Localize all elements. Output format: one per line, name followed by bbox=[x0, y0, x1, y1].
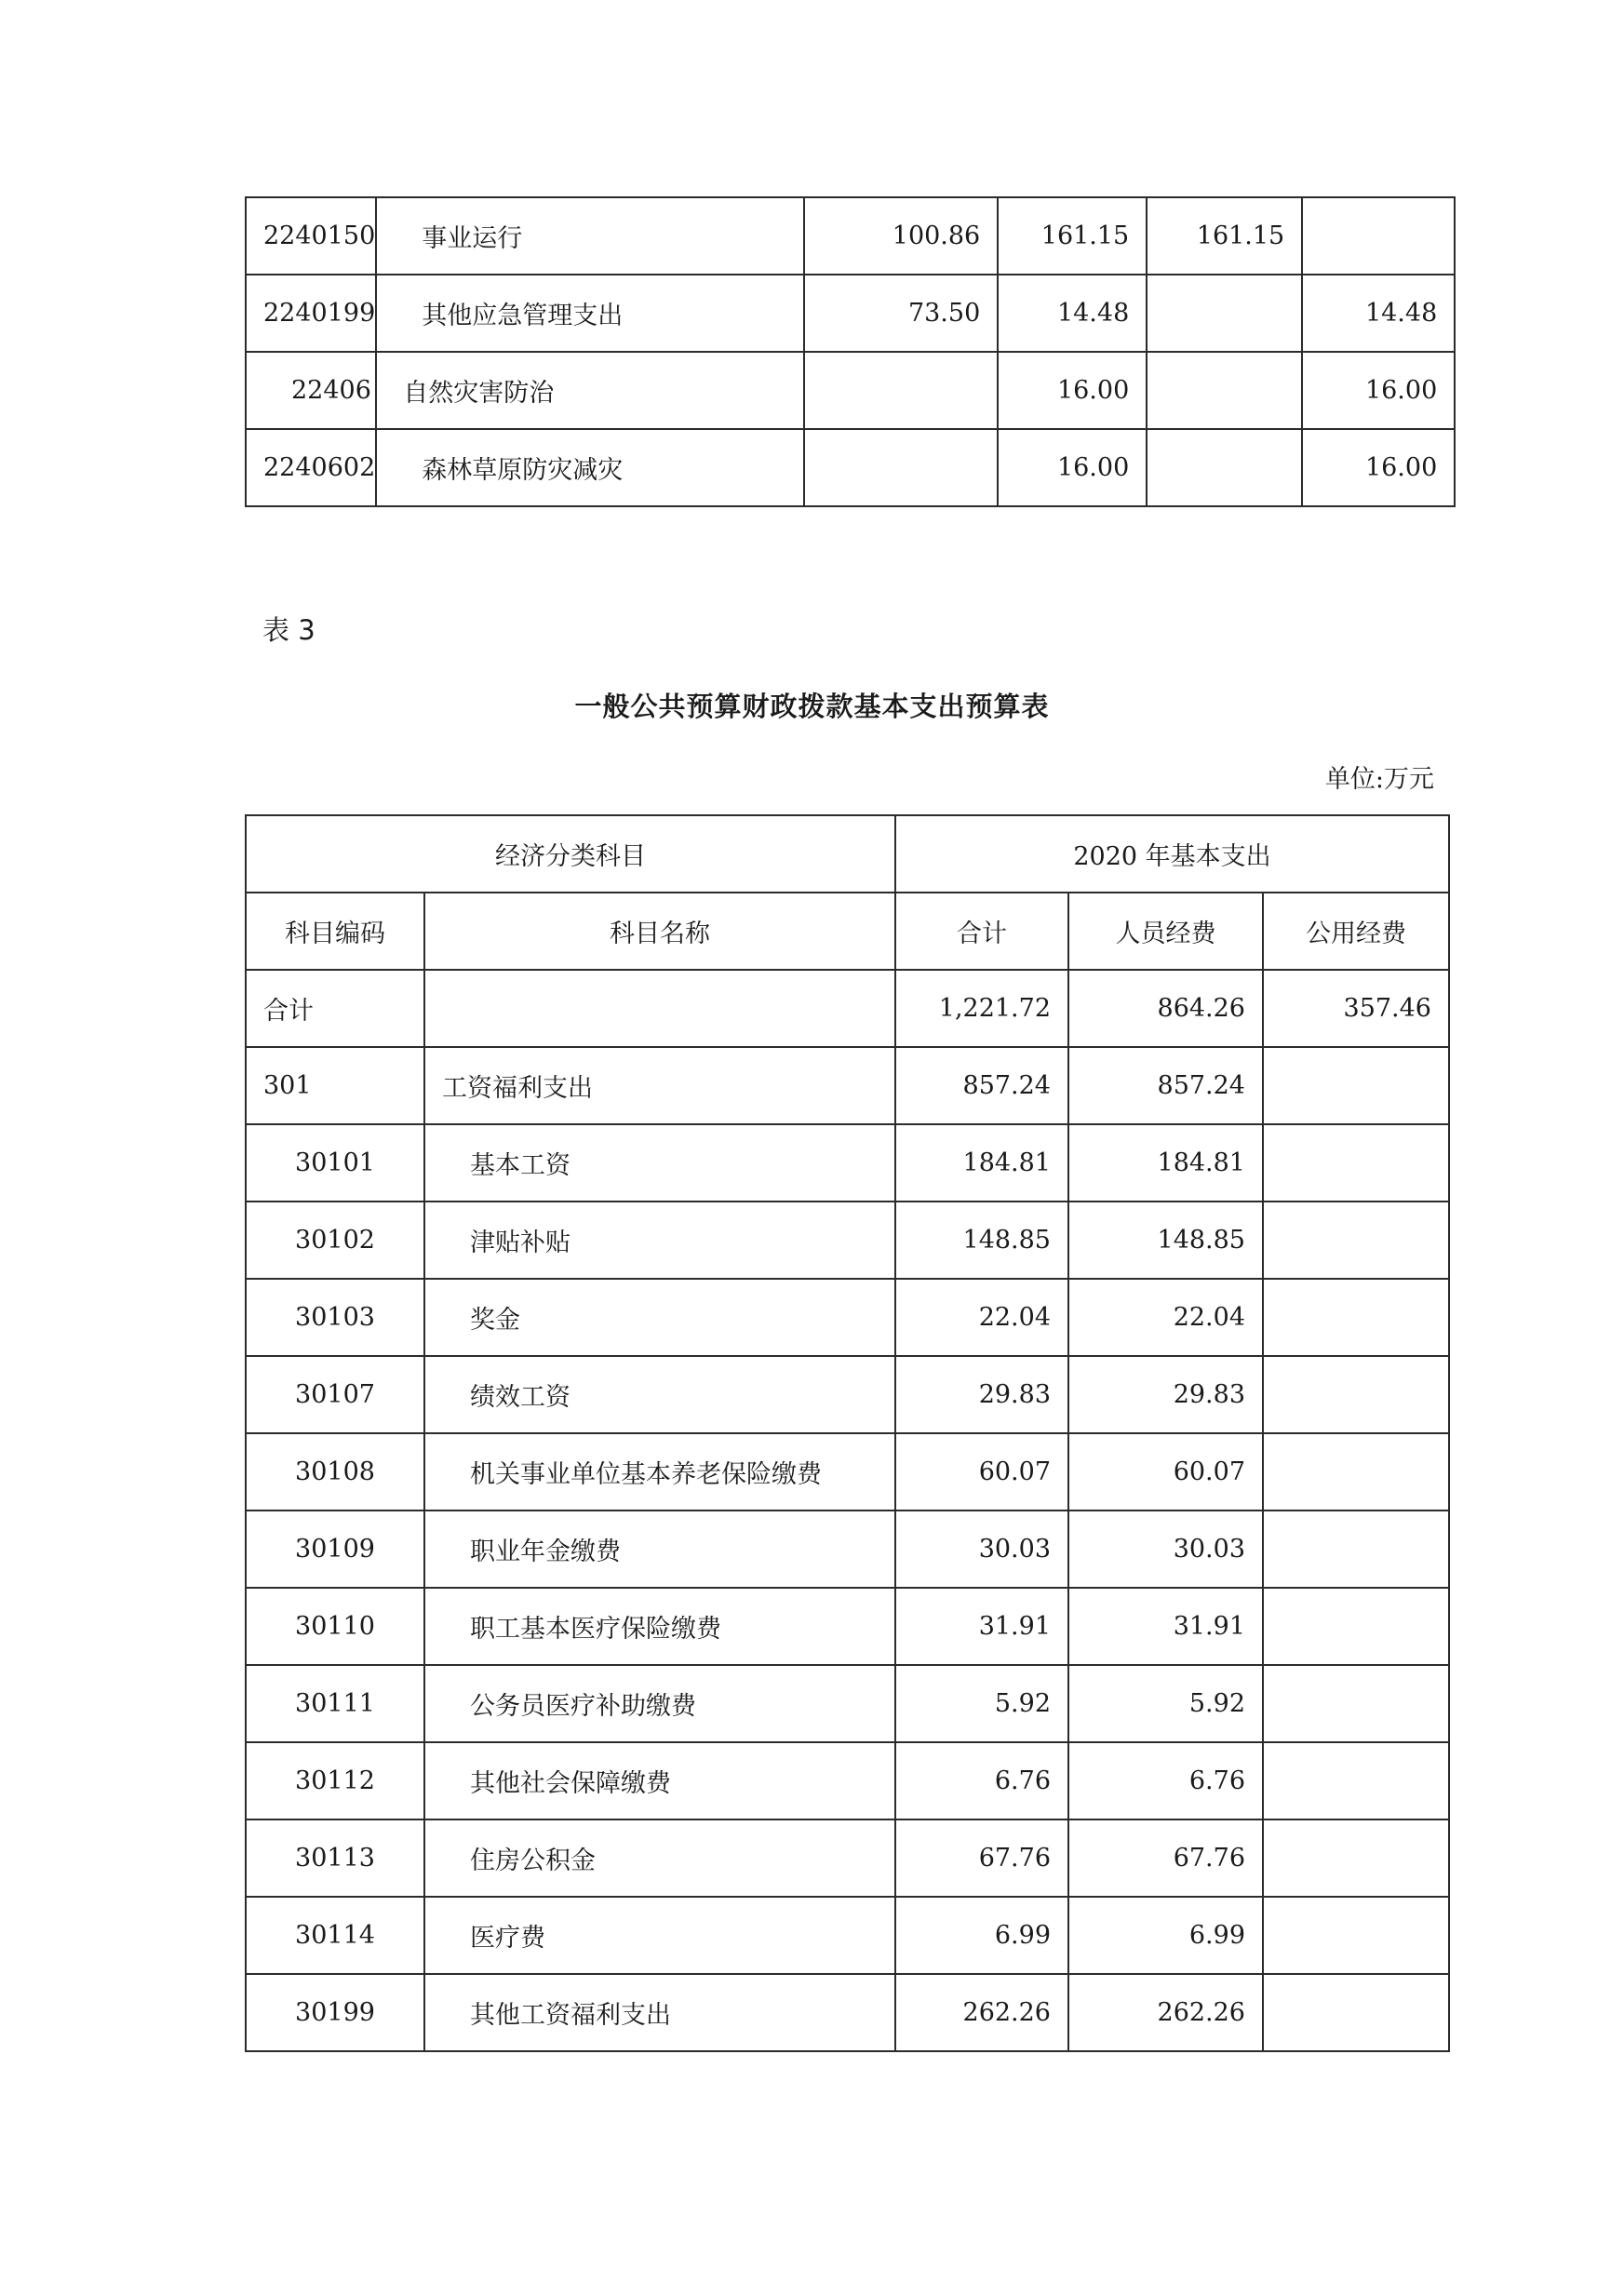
row-public bbox=[1263, 1202, 1449, 1279]
row-personnel: 857.24 bbox=[1068, 1047, 1263, 1124]
table-row bbox=[246, 1742, 1449, 1819]
row-code: 2240602 bbox=[246, 429, 376, 506]
row-personnel: 29.83 bbox=[1068, 1356, 1263, 1433]
row-name: 绩效工资 bbox=[424, 1356, 895, 1433]
row-personnel: 67.76 bbox=[1068, 1819, 1263, 1897]
row-total: 67.76 bbox=[895, 1819, 1068, 1897]
row-personnel: 31.91 bbox=[1068, 1588, 1263, 1665]
row-name: 津贴补贴 bbox=[424, 1202, 895, 1279]
table-row bbox=[246, 197, 1455, 275]
row-personnel: 22.04 bbox=[1068, 1279, 1263, 1356]
row-total: 29.83 bbox=[895, 1356, 1068, 1433]
row-code: 30199 bbox=[246, 1974, 424, 2051]
row-name: 机关事业单位基本养老保险缴费 bbox=[424, 1433, 895, 1511]
total-row-total: 1,221.72 bbox=[895, 970, 1068, 1047]
row-value-1: 73.50 bbox=[804, 275, 998, 352]
header-public: 公用经费 bbox=[1263, 893, 1449, 970]
row-public bbox=[1263, 1047, 1449, 1124]
row-public bbox=[1263, 1974, 1449, 2051]
row-public bbox=[1263, 1433, 1449, 1511]
row-value-1: 100.86 bbox=[804, 197, 998, 275]
header-group-row bbox=[246, 815, 1449, 893]
row-name: 工资福利支出 bbox=[424, 1047, 895, 1124]
total-row bbox=[246, 970, 1449, 1047]
table-row bbox=[246, 275, 1455, 352]
row-personnel: 184.81 bbox=[1068, 1124, 1263, 1202]
row-name: 其他应急管理支出 bbox=[376, 275, 804, 352]
row-code: 30101 bbox=[246, 1124, 424, 1202]
total-row-public: 357.46 bbox=[1263, 970, 1449, 1047]
row-total: 6.99 bbox=[895, 1897, 1068, 1974]
row-code: 30108 bbox=[246, 1433, 424, 1511]
table-row bbox=[246, 1511, 1449, 1588]
table-row bbox=[246, 1974, 1449, 2051]
row-code: 30110 bbox=[246, 1588, 424, 1665]
row-name: 职工基本医疗保险缴费 bbox=[424, 1588, 895, 1665]
row-code: 30113 bbox=[246, 1819, 424, 1897]
total-row-personnel: 864.26 bbox=[1068, 970, 1263, 1047]
row-public bbox=[1263, 1742, 1449, 1819]
row-total: 6.76 bbox=[895, 1742, 1068, 1819]
row-personnel: 6.76 bbox=[1068, 1742, 1263, 1819]
row-public bbox=[1263, 1279, 1449, 1356]
table-title: 一般公共预算财政拨款基本支出预算表 bbox=[574, 691, 1050, 722]
row-value-2: 16.00 bbox=[998, 429, 1147, 506]
row-value-4: 14.48 bbox=[1302, 275, 1455, 352]
row-name: 其他工资福利支出 bbox=[424, 1974, 895, 2051]
table-row bbox=[246, 1819, 1449, 1897]
header-total: 合计 bbox=[895, 893, 1068, 970]
row-total: 30.03 bbox=[895, 1511, 1068, 1588]
row-name: 自然灾害防治 bbox=[376, 352, 804, 429]
row-total: 60.07 bbox=[895, 1433, 1068, 1511]
table-row bbox=[246, 1897, 1449, 1974]
row-value-4 bbox=[1302, 197, 1455, 275]
row-code: 2240150 bbox=[246, 197, 376, 275]
row-total: 857.24 bbox=[895, 1047, 1068, 1124]
table-row bbox=[246, 1124, 1449, 1202]
header-code: 科目编码 bbox=[246, 893, 424, 970]
row-personnel: 6.99 bbox=[1068, 1897, 1263, 1974]
row-name: 公务员医疗补助缴费 bbox=[424, 1665, 895, 1742]
row-name: 医疗费 bbox=[424, 1897, 895, 1974]
table-row bbox=[246, 1047, 1449, 1124]
row-public bbox=[1263, 1665, 1449, 1742]
row-value-2: 16.00 bbox=[998, 352, 1147, 429]
table-row bbox=[246, 1356, 1449, 1433]
header-column-row bbox=[246, 893, 1449, 970]
table-row bbox=[246, 1588, 1449, 1665]
row-code: 301 bbox=[246, 1047, 424, 1124]
row-value-3 bbox=[1147, 352, 1302, 429]
row-public bbox=[1263, 1511, 1449, 1588]
row-name: 职业年金缴费 bbox=[424, 1511, 895, 1588]
row-code: 30109 bbox=[246, 1511, 424, 1588]
row-total: 184.81 bbox=[895, 1124, 1068, 1202]
row-code: 30102 bbox=[246, 1202, 424, 1279]
table-row bbox=[246, 1665, 1449, 1742]
row-code: 30114 bbox=[246, 1897, 424, 1974]
row-total: 22.04 bbox=[895, 1279, 1068, 1356]
table-row bbox=[246, 1279, 1449, 1356]
row-value-1 bbox=[804, 429, 998, 506]
table-label: 表 3 bbox=[262, 614, 315, 646]
row-code: 30103 bbox=[246, 1279, 424, 1356]
row-value-2: 14.48 bbox=[998, 275, 1147, 352]
table-row bbox=[246, 1433, 1449, 1511]
row-value-3 bbox=[1147, 275, 1302, 352]
row-code: 30111 bbox=[246, 1665, 424, 1742]
row-name: 奖金 bbox=[424, 1279, 895, 1356]
row-total: 148.85 bbox=[895, 1202, 1068, 1279]
table-row bbox=[246, 1202, 1449, 1279]
table-row bbox=[246, 429, 1455, 506]
unit-label: 单位:万元 bbox=[1324, 765, 1434, 794]
row-name: 其他社会保障缴费 bbox=[424, 1742, 895, 1819]
row-personnel: 5.92 bbox=[1068, 1665, 1263, 1742]
row-value-3: 161.15 bbox=[1147, 197, 1302, 275]
row-name: 基本工资 bbox=[424, 1124, 895, 1202]
row-personnel: 30.03 bbox=[1068, 1511, 1263, 1588]
row-total: 5.92 bbox=[895, 1665, 1068, 1742]
row-personnel: 60.07 bbox=[1068, 1433, 1263, 1511]
table-row bbox=[246, 352, 1455, 429]
row-total: 262.26 bbox=[895, 1974, 1068, 2051]
row-value-1 bbox=[804, 352, 998, 429]
row-public bbox=[1263, 1819, 1449, 1897]
row-name: 事业运行 bbox=[376, 197, 804, 275]
row-value-2: 161.15 bbox=[998, 197, 1147, 275]
row-personnel: 148.85 bbox=[1068, 1202, 1263, 1279]
header-economic-category: 经济分类科目 bbox=[246, 815, 895, 893]
row-total: 31.91 bbox=[895, 1588, 1068, 1665]
row-public bbox=[1263, 1356, 1449, 1433]
row-value-3 bbox=[1147, 429, 1302, 506]
row-public bbox=[1263, 1588, 1449, 1665]
row-value-4: 16.00 bbox=[1302, 352, 1455, 429]
row-name: 森林草原防灾减灾 bbox=[376, 429, 804, 506]
row-public bbox=[1263, 1897, 1449, 1974]
continuation-table bbox=[245, 196, 1456, 507]
header-personnel: 人员经费 bbox=[1068, 893, 1263, 970]
total-row-code: 合计 bbox=[246, 970, 424, 1047]
header-basic-expenditure-2020: 2020 年基本支出 bbox=[895, 815, 1449, 893]
basic-expenditure-table bbox=[245, 814, 1450, 2052]
header-name: 科目名称 bbox=[424, 893, 895, 970]
row-name: 住房公积金 bbox=[424, 1819, 895, 1897]
row-code: 30112 bbox=[246, 1742, 424, 1819]
total-row-name bbox=[424, 970, 895, 1047]
row-code: 2240199 bbox=[246, 275, 376, 352]
row-code: 22406 bbox=[246, 352, 376, 429]
row-personnel: 262.26 bbox=[1068, 1974, 1263, 2051]
row-code: 30107 bbox=[246, 1356, 424, 1433]
row-value-4: 16.00 bbox=[1302, 429, 1455, 506]
row-public bbox=[1263, 1124, 1449, 1202]
